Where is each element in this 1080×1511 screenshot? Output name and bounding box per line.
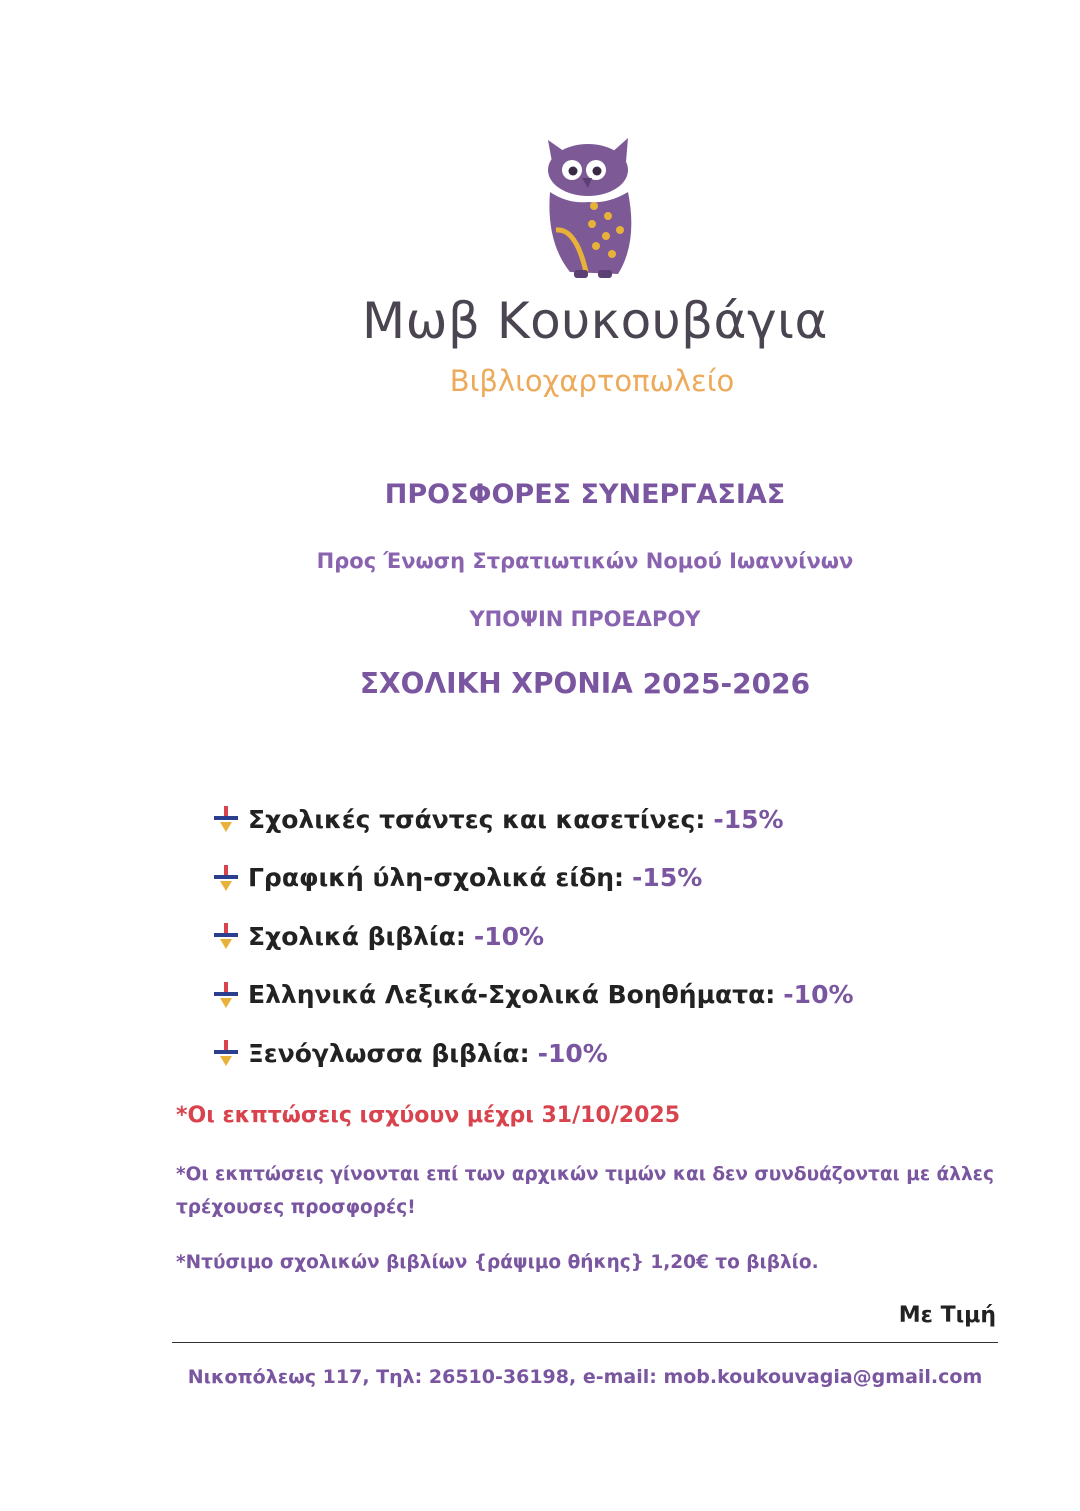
signoff: Με Τιμή: [898, 1303, 996, 1328]
arrow-down-bullet-icon: [212, 804, 240, 834]
list-item: [212, 1024, 1032, 1083]
offer-discount: -15%: [632, 863, 703, 893]
list-item: [212, 849, 1032, 908]
validity-note: *Οι εκπτώσεις ισχύουν μέχρι 31/10/2025: [176, 1103, 681, 1128]
arrow-down-bullet-icon: [212, 1038, 240, 1068]
list-item: [212, 907, 1032, 966]
brand-name: Μωβ Κουκουβάγια: [362, 292, 828, 350]
attention-line: ΥΠΟΨΙΝ ΠΡΟΕΔΡΟΥ: [469, 607, 701, 631]
offer-label: Ξενόγλωσσα βιβλία:: [248, 1038, 530, 1068]
terms-note: *Οι εκπτώσεις γίνονται επί των αρχικών τιμών και δεν συνδυάζονται με άλλες τρέχουσες προσφορές!: [176, 1164, 994, 1218]
offer-label: Ελληνικά Λεξικά-Σχολικά Βοηθήματα:: [248, 980, 776, 1010]
recipient-line: Προς Ένωση Στρατιωτικών Νομού Ιωαννίνων: [316, 549, 854, 573]
offer-discount: -10%: [473, 921, 545, 951]
offer-label: Σχολικές τσάντες και κασετίνες:: [248, 804, 706, 834]
offer-label: Σχολικά βιβλία:: [248, 921, 466, 951]
offers-title: ΠΡΟΣΦΟΡΕΣ ΣΥΝΕΡΓΑΣΙΑΣ: [384, 479, 786, 510]
arrow-down-bullet-icon: [212, 863, 240, 893]
offer-discount: -10%: [783, 980, 854, 1010]
list-item: [212, 966, 1032, 1025]
offer-discount: -10%: [537, 1038, 608, 1068]
brand-tagline: Βιβλιοχαρτοπωλείο: [449, 364, 735, 398]
list-item: [212, 790, 1032, 849]
binding-note: *Ντύσιμο σχολικών βιβλίων {ράψιμο θήκης} 1,20€ το βιβλίο.: [176, 1252, 819, 1273]
arrow-down-bullet-icon: [212, 921, 240, 951]
contact-footer: Νικοπόλεως 117, Τηλ: 26510-36198, e-mail: mob.koukouvagia@gmail.com: [187, 1366, 983, 1388]
offer-discount: -15%: [713, 804, 784, 834]
offer-label: Γραφική ύλη-σχολικά είδη:: [248, 863, 625, 893]
footer-divider: [172, 1342, 998, 1343]
school-year-title: ΣΧΟΛΙΚΗ ΧΡΟΝΙΑ 2025-2026: [359, 667, 811, 700]
offers-list: [212, 790, 1032, 1083]
arrow-down-bullet-icon: [212, 980, 240, 1010]
owl-logo-icon: [538, 132, 648, 282]
